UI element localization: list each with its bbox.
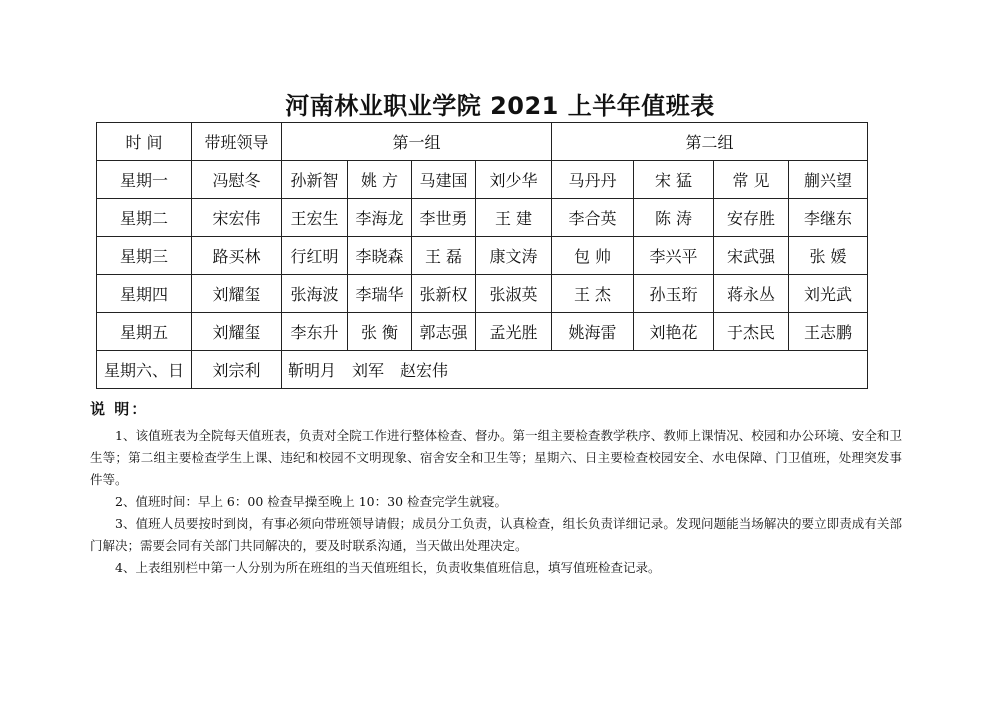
note-item: 1、该值班表为全院每天值班表，负责对全院工作进行整体检查、督办。第一组主要检查教学秩序、教师上课情况、校园和办公环境、安全和卫生等；第二组主要检查学生上课、违纪和校园不文明现象、宿舍安全和卫生等；星期六、日主要检查校园安全、水电保障、门卫值班，处理突发事件等。 bbox=[90, 428, 902, 487]
header-row bbox=[97, 123, 868, 161]
group2-member-cell: 宋 猛 bbox=[634, 161, 714, 199]
group1-member-cell: 张 衡 bbox=[348, 313, 412, 351]
group1-member-cell: 郭志强 bbox=[412, 313, 476, 351]
table-row bbox=[97, 199, 868, 237]
group2-member-cell: 孙玉珩 bbox=[634, 275, 714, 313]
group1-member-cell: 张海波 bbox=[282, 275, 348, 313]
group1-member-cell: 王 建 bbox=[476, 199, 552, 237]
group2-member-cell: 蒯兴望 bbox=[789, 161, 868, 199]
group2-member-cell: 李继东 bbox=[789, 199, 868, 237]
group2-member-cell: 王志鹏 bbox=[789, 313, 868, 351]
group1-member-cell: 马建国 bbox=[412, 161, 476, 199]
leader-cell: 刘耀玺 bbox=[192, 313, 282, 351]
group2-member-cell: 包 帅 bbox=[552, 237, 634, 275]
leader-cell: 刘耀玺 bbox=[192, 275, 282, 313]
group2-member-cell: 姚海雷 bbox=[552, 313, 634, 351]
group2-member-cell: 刘光武 bbox=[789, 275, 868, 313]
day-cell: 星期二 bbox=[97, 199, 192, 237]
group1-member-cell: 孟光胜 bbox=[476, 313, 552, 351]
note-item: 2、值班时间：早上 6：00 检查早操至晚上 10：30 检查完学生就寝。 bbox=[115, 494, 508, 509]
table-row bbox=[97, 275, 868, 313]
notes-heading: 说 明： bbox=[90, 400, 149, 418]
header-group1: 第一组 bbox=[282, 123, 552, 161]
group1-member-cell: 张新权 bbox=[412, 275, 476, 313]
note-item: 4、上表组别栏中第一人分别为所在班组的当天值班组长，负责收集值班信息，填写值班检查记录。 bbox=[115, 560, 661, 575]
group2-member-cell: 李合英 bbox=[552, 199, 634, 237]
group1-member-cell: 王 磊 bbox=[412, 237, 476, 275]
group1-member-cell: 孙新智 bbox=[282, 161, 348, 199]
day-cell: 星期六、日 bbox=[97, 351, 192, 389]
group2-member-cell: 常 见 bbox=[714, 161, 789, 199]
group2-member-cell: 李兴平 bbox=[634, 237, 714, 275]
group2-member-cell: 宋武强 bbox=[714, 237, 789, 275]
weekend-members-cell: 靳明月 刘军 赵宏伟 bbox=[282, 351, 868, 389]
weekend-row bbox=[97, 351, 868, 389]
group1-member-cell: 李世勇 bbox=[412, 199, 476, 237]
table-row bbox=[97, 313, 868, 351]
header-leader: 带班领导 bbox=[192, 123, 282, 161]
day-cell: 星期四 bbox=[97, 275, 192, 313]
group1-member-cell: 姚 方 bbox=[348, 161, 412, 199]
group2-member-cell: 蒋永丛 bbox=[714, 275, 789, 313]
group2-member-cell: 张 媛 bbox=[789, 237, 868, 275]
table-row bbox=[97, 161, 868, 199]
table-body bbox=[97, 123, 868, 389]
group1-member-cell: 李东升 bbox=[282, 313, 348, 351]
group2-member-cell: 刘艳花 bbox=[634, 313, 714, 351]
table-row bbox=[97, 237, 868, 275]
header-time: 时 间 bbox=[97, 123, 192, 161]
header-group2: 第二组 bbox=[552, 123, 868, 161]
group1-member-cell: 行红明 bbox=[282, 237, 348, 275]
note-item: 3、值班人员要按时到岗，有事必须向带班领导请假；成员分工负责，认真检查，组长负责详细记录。发现问题能当场解决的要立即责成有关部门解决；需要会同有关部门共同解决的，要及时联系沟通，当天做出处理决定。 bbox=[90, 516, 902, 553]
group1-member-cell: 张淑英 bbox=[476, 275, 552, 313]
group1-member-cell: 康文涛 bbox=[476, 237, 552, 275]
group2-member-cell: 马丹丹 bbox=[552, 161, 634, 199]
group1-member-cell: 王宏生 bbox=[282, 199, 348, 237]
group2-member-cell: 于杰民 bbox=[714, 313, 789, 351]
group2-member-cell: 陈 涛 bbox=[634, 199, 714, 237]
duty-schedule-table bbox=[96, 122, 868, 389]
leader-cell: 刘宗利 bbox=[192, 351, 282, 389]
group1-member-cell: 刘少华 bbox=[476, 161, 552, 199]
day-cell: 星期五 bbox=[97, 313, 192, 351]
leader-cell: 路买林 bbox=[192, 237, 282, 275]
day-cell: 星期三 bbox=[97, 237, 192, 275]
leader-cell: 宋宏伟 bbox=[192, 199, 282, 237]
group1-member-cell: 李瑞华 bbox=[348, 275, 412, 313]
leader-cell: 冯慰冬 bbox=[192, 161, 282, 199]
group1-member-cell: 李海龙 bbox=[348, 199, 412, 237]
group2-member-cell: 王 杰 bbox=[552, 275, 634, 313]
notes-section bbox=[90, 425, 902, 579]
day-cell: 星期一 bbox=[97, 161, 192, 199]
group2-member-cell: 安存胜 bbox=[714, 199, 789, 237]
page-title: 河南林业职业学院 2021 上半年值班表 bbox=[285, 92, 715, 120]
group1-member-cell: 李晓森 bbox=[348, 237, 412, 275]
